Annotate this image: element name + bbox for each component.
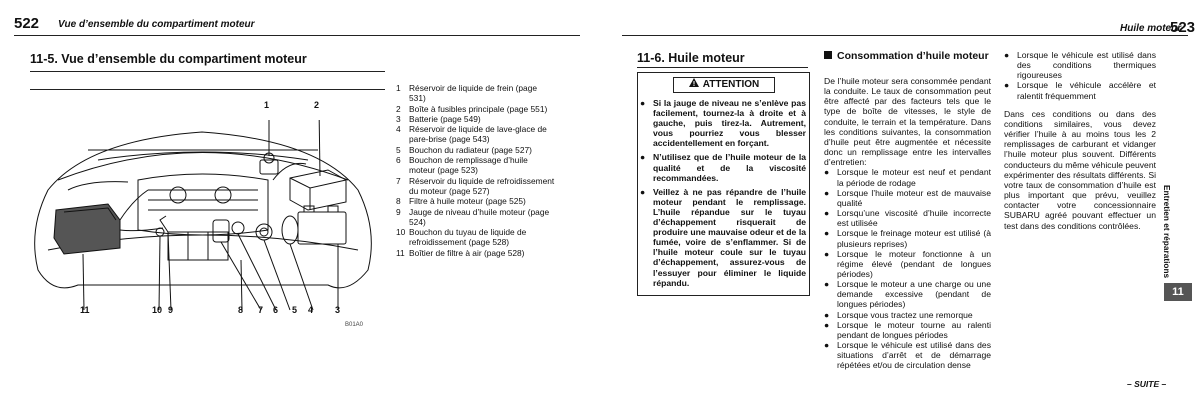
condition-item: ● Lorsque le véhicule est utilisé dans des conditions thermiques rigoureuses [1004,50,1156,81]
legend-item: 6 Bouchon de remplissage d’huile moteur (page 523) [396,155,528,176]
condition-item: ● Lorsque le moteur tourne au ralenti pendant de longues périodes [824,319,991,340]
attention-item: ● Si la jauge de niveau ne s’enlève pas facilement, tournez-la à droite et à gauche, puis tirez-la. Autrement, vous pourriez vous blesser accidentellement en forçant. [640,98,806,149]
figure-callout-10: 10 [152,305,163,315]
figure-callout-6: 6 [273,305,279,315]
attention-item: ● Veillez à ne pas répandre de l’huile moteur pendant le remplissage. L’huile répandue sur le tuyau d’échappement risquerait de produire une mauvaise odeur et de la fumée, voire de s’enflammer. Si de l’huile moteur coule sur le tuyau d’échappement, assurez-vous de l’essuyer pour éliminer le liquide répandu. [640,186,806,288]
legend-item: 7 Réservoir du liquide de refroidissement du moteur (page 527) [396,175,555,196]
figure-callout-11: 11 [80,305,90,315]
figure-code: B01A0 [345,322,364,328]
engine-compartment-figure [28,120,376,320]
figure-callout-1: 1 [264,100,270,110]
legend-item: 10 Bouchon du tuyau de liquide de refroidissement (page 528) [396,227,527,248]
attention-item: ● N’utilisez que de l’huile moteur de la qualité et de la viscosité recommandées. [640,152,806,183]
figure-callout-2: 2 [314,100,320,110]
condition-item: ● Lorsque le moteur est neuf et pendant la période de rodage [824,167,991,188]
left-page-number: 522 [14,15,40,32]
legend-item: 1 Réservoir de liquide de frein (page 531) [396,83,538,104]
consumption-title: Consommation d’huile moteur [824,51,991,63]
condition-item: ● Lorsqu’une viscosité d’huile incorrecte est utilisée [824,208,991,229]
attention-box [637,72,810,296]
attention-header: ATTENTION [673,77,775,93]
chapter-number-box: 11 [1164,283,1192,301]
figure-callout-8: 8 [238,305,244,315]
legend-item: 8 Filtre à huile moteur (page 525) [396,196,526,207]
consumption-intro: De l’huile moteur sera consommée pendant la conduite. Le taux de consommation peut être affecté par des facteurs tels que le type de boîte de vitesses, le style de conduite, le terrain et la température. Dans les conditions suivantes, la consommation d’huile peut être augmentée et nécessite donc un remplissage entre les intervalles d’entretien: [824,76,991,168]
legend-item: 5 Bouchon du radiateur (page 527) [396,144,532,155]
consumption-column-continued [1004,50,1156,231]
legend-item: 2 Boîte à fusibles principale (page 551) [396,103,548,114]
condition-item: ● Lorsque vous tractez une remorque [824,309,973,320]
consumption-column [824,76,991,371]
right-header-rule [622,35,1188,36]
consumption-conclusion: Dans ces conditions ou dans des conditions similaires, vous devez vérifier l’huile à au moins tous les 2 remplissages de carburant et vidanger l’huile moteur plus souvent. Différents conducteurs du même véhicule peuvent expérimenter des résultats différents. Si votre taux de consommation d’huile est plus important que prévu, veuillez contacter votre concessionnaire SUBARU agréé pouvant effectuer un test dans des conditions contrôlées. [1004,108,1156,231]
warning-triangle-icon [689,78,699,92]
section-square-icon [824,51,832,59]
figure-callout-9: 9 [168,305,174,315]
condition-item: ● Lorsque le freinage moteur est utilisé (à plusieurs reprises) [824,228,991,249]
continuation-marker: – SUITE – [1127,379,1167,389]
legend-item: 3 Batterie (page 549) [396,113,481,124]
condition-item: ● Lorsque le véhicule accélère et ralentit fréquemment [1004,80,1156,101]
left-header-rule [14,35,580,36]
condition-item: ● Lorsque le véhicule est utilisé dans des situations d’arrêt et de démarrage répétées et/ou de circulation dense [824,340,991,371]
legend-item: 11 Boîtier de filtre à air (page 528) [396,247,525,258]
right-running-header: Huile moteur [1120,23,1182,34]
condition-item: ● Lorsque le moteur fonctionne à un régime élevé (pendant de longues périodes) [824,248,991,279]
figure-callout-3: 3 [335,305,341,315]
figure-callout-7: 7 [258,305,264,315]
figure-callout-4: 4 [308,305,314,315]
chapter-side-tab: Entretien et réparations [1162,185,1172,279]
condition-item: ● Lorsque l’huile moteur est de mauvaise qualité [824,187,991,208]
left-title-rule [30,71,385,72]
left-running-header: Vue d’ensemble du compartiment moteur [58,19,255,30]
legend-item: 4 Réservoir de liquide de lave-glace de pare-brise (page 543) [396,124,547,145]
left-figure-top-rule [30,89,385,90]
right-page-number: 523 [1170,19,1196,36]
right-title-rule [637,67,808,68]
condition-item: ● Lorsque le moteur a une charge ou une demande excessive (pendant de longues périodes) [824,279,991,310]
right-section-title: 11-6. Huile moteur [637,51,745,65]
figure-callout-5: 5 [292,305,298,315]
figure-legend [396,83,556,258]
legend-item: 9 Jauge de niveau d’huile moteur (page 524) [396,206,550,227]
left-section-title: 11-5. Vue d’ensemble du compartiment moteur [30,52,307,66]
